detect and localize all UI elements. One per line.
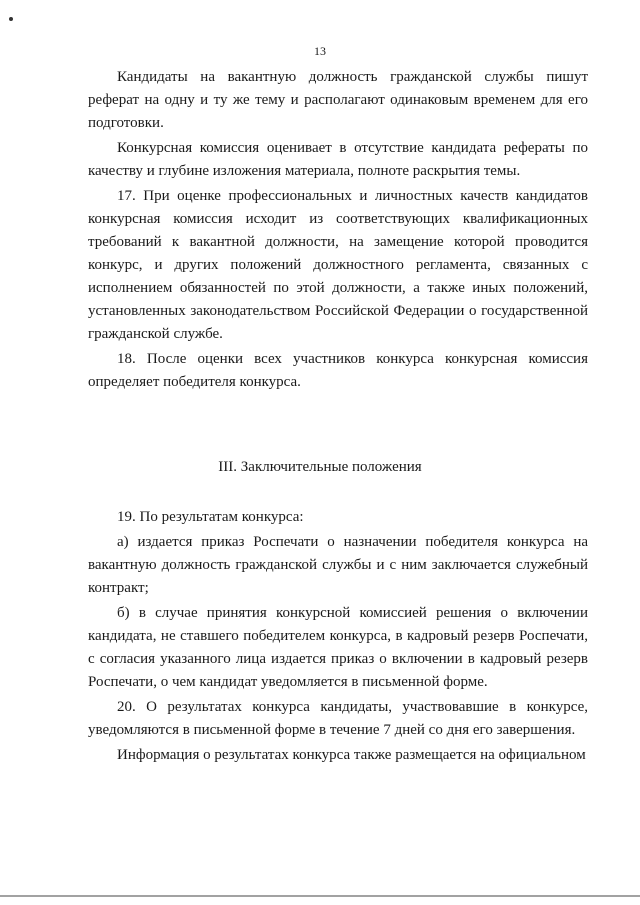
section-heading: III. Заключительные положения <box>218 459 422 475</box>
paragraph-19-a: а) издается приказ Роспечати о назначении победителя конкурса на вакантную должность гражданской службы и с ним заключается служебный контракт; <box>88 534 588 596</box>
scan-edge-line <box>0 895 640 897</box>
scan-speck <box>9 17 13 21</box>
paragraph-commission-evaluation: Конкурсная комиссия оценивает в отсутствие кандидата рефераты по качеству и глубине изложения материала, полноте раскрытия темы. <box>88 140 588 179</box>
page-number: 13 <box>314 44 326 58</box>
text-block-bottom <box>88 506 588 767</box>
paragraph-20: 20. О результатах конкурса кандидаты, участвовавшие в конкурсе, уведомляются в письменной форме в течение 7 дней со дня его завершения. <box>88 699 588 738</box>
paragraph-essay-topic: Кандидаты на вакантную должность гражданской службы пишут реферат на одну и ту же тему и располагают одинаковым временем для его подготовки. <box>88 69 588 131</box>
paragraph-information: Информация о результатах конкурса также размещается на официальном <box>117 747 586 763</box>
paragraph-19-b: б) в случае принятия конкурсной комиссией решения о включении кандидата, не ставшего победителем конкурса, в кадровый резерв Роспечати, с согласия указанного лица издается приказ о включении в кадровый резерв Роспечати, о чем кандидат уведомляется в письменной форме. <box>88 605 588 690</box>
paragraph-17: 17. При оценке профессиональных и личностных качеств кандидатов конкурсная комиссия исходит из соответствующих квалификационных требований к вакантной должности, на замещение которой проводится конкурс, и других положений должностного регламента, связанных с исполнением обязанностей по этой должности, а также иных положений, установленных законодательством Российской Федерации о государственной гражданской службе. <box>88 188 588 342</box>
text-block-top <box>88 66 588 394</box>
paragraph-19: 19. По результатам конкурса: <box>117 509 304 525</box>
paragraph-18: 18. После оценки всех участников конкурса конкурсная комиссия определяет победителя конкурса. <box>88 351 588 390</box>
